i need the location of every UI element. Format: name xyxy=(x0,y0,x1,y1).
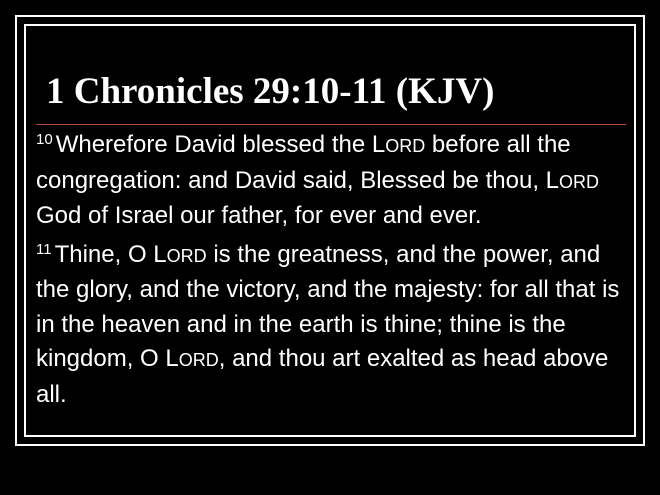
divine-name-initial: L xyxy=(545,166,560,194)
title-underline xyxy=(36,124,626,125)
divine-name-small-caps: ORD xyxy=(385,136,426,156)
verse-text: Wherefore David blessed the xyxy=(55,131,372,158)
verse-text: is the greatness, and the power, and the glory, and the victory, and the majesty: for all that is in the heaven and in the earth is thine; thine is the kingdom, O xyxy=(36,240,620,372)
scripture-body xyxy=(36,128,632,412)
verse-text: God of Israel our father, for ever and ever. xyxy=(36,202,482,229)
divine-name-small-caps: ORD xyxy=(559,171,600,192)
divine-name-small-caps: ORD xyxy=(166,245,207,266)
verse-10 xyxy=(36,128,632,234)
divine-name-initial: L xyxy=(153,240,167,268)
slide-title: 1 Chronicles 29:10-11 (KJV) xyxy=(46,71,495,112)
verse-number: 11 xyxy=(36,240,52,258)
divine-name-initial: L xyxy=(371,131,386,158)
verse-text: , and thou art exalted as head above all. xyxy=(36,345,609,408)
verse-11 xyxy=(36,238,632,413)
divine-name-small-caps: ORD xyxy=(178,350,219,370)
verse-text: before all the congregation: and David said, Blessed be thou, xyxy=(36,131,571,194)
divine-name-initial: L xyxy=(165,345,179,372)
verse-number: 10 xyxy=(36,131,53,148)
verse-text: Thine, O xyxy=(54,240,154,268)
